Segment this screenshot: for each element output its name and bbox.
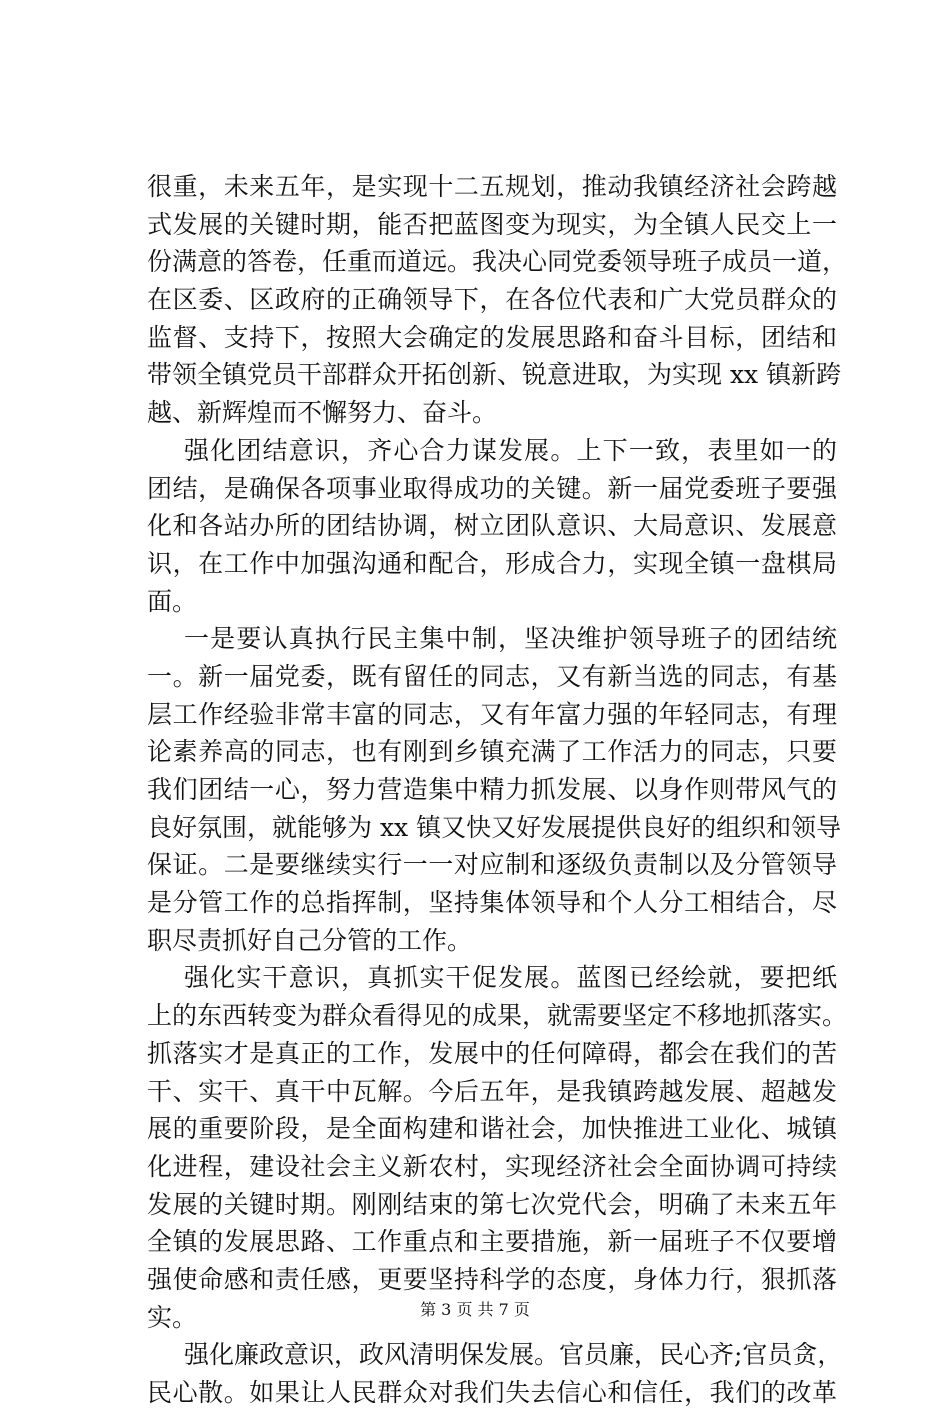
text-line: 面。 [147, 586, 198, 616]
text-line: 份满意的答卷，任重而道远。我决心同党委领导班子成员一道， [147, 247, 848, 277]
text-line: 监督、支持下，按照大会确定的发展思路和奋斗目标，团结和 [147, 322, 837, 352]
text-line: 良好氛围，就能够为 xx 镇又快又好发展提供良好的组织和领导 [147, 812, 842, 842]
body-text [147, 168, 848, 1412]
text-line: 在区委、区政府的正确领导下，在各位代表和广大党员群众的 [147, 285, 837, 315]
text-line: 论素养高的同志，也有刚到乡镇充满了工作活力的同志，只要 [147, 737, 837, 767]
text-line: 抓落实才是真正的工作，发展中的任何障碍，都会在我们的苦 [147, 1038, 837, 1068]
text-line: 带领全镇党员干部群众开拓创新、锐意进取，为实现 xx 镇新跨 [147, 360, 842, 390]
text-line: 强化团结意识，齐心合力谋发展。上下一致，表里如一的 [184, 435, 837, 465]
text-line: 越、新辉煌而不懈努力、奋斗。 [147, 398, 498, 428]
text-line: 化和各站办所的团结协调，树立团队意识、大局意识、发展意 [147, 511, 837, 541]
text-line: 识，在工作中加强沟通和配合，形成合力，实现全镇一盘棋局 [147, 548, 837, 578]
text-line: 层工作经验非常丰富的同志，又有年富力强的年轻同志，有理 [147, 699, 837, 729]
text-line: 强化实干意识，真抓实干促发展。蓝图已经绘就，要把纸 [184, 963, 837, 993]
text-line: 很重，未来五年，是实现十二五规划，推动我镇经济社会跨越 [147, 172, 837, 201]
text-line: 是分管工作的总指挥制，坚持集体领导和个人分工相结合，尽 [147, 888, 837, 918]
text-line: 全镇的发展思路、工作重点和主要措施，新一届班子不仅要增 [147, 1227, 837, 1257]
text-line: 强化廉政意识，政风清明保发展。官员廉，民心齐;官员贪， [184, 1340, 843, 1370]
text-line: 发展的关键时期。刚刚结束的第七次党代会，明确了未来五年 [147, 1189, 837, 1219]
page-footer: 第 3 页 共 7 页 [420, 1300, 530, 1319]
text-line: 上的东西转变为群众看得见的成果，就需要坚定不移地抓落实。 [147, 1001, 848, 1031]
text-line: 保证。二是要继续实行一一对应制和逐级负责制以及分管领导 [147, 850, 837, 880]
text-line: 我们团结一心，努力营造集中精力抓发展、以身作则带风气的 [147, 775, 837, 804]
text-line: 团结，是确保各项事业取得成功的关键。新一届党委班子要强 [147, 473, 837, 503]
text-line: 职尽责抓好自己分管的工作。 [147, 925, 473, 955]
text-line: 展的重要阶段，是全面构建和谐社会，加快推进工业化、城镇 [147, 1114, 837, 1144]
text-line: 强使命感和责任感，更要坚持科学的态度，身体力行，狠抓落 [147, 1264, 837, 1294]
text-line: 化进程，建设社会主义新农村，实现经济社会全面协调可持续 [147, 1151, 837, 1181]
text-line: 一。新一届党委，既有留任的同志，又有新当选的同志，有基 [147, 661, 837, 691]
text-line: 干、实干、真干中瓦解。今后五年，是我镇跨越发展、超越发 [147, 1076, 837, 1106]
text-line: 式发展的关键时期，能否把蓝图变为现实，为全镇人民交上一 [147, 209, 837, 239]
text-line: 民心散。如果让人民群众对我们失去信心和信任，我们的改革 [147, 1378, 837, 1407]
text-line: 实。 [147, 1302, 198, 1332]
text-line: 一是要认真执行民主集中制，坚决维护领导班子的团结统 [184, 624, 837, 654]
